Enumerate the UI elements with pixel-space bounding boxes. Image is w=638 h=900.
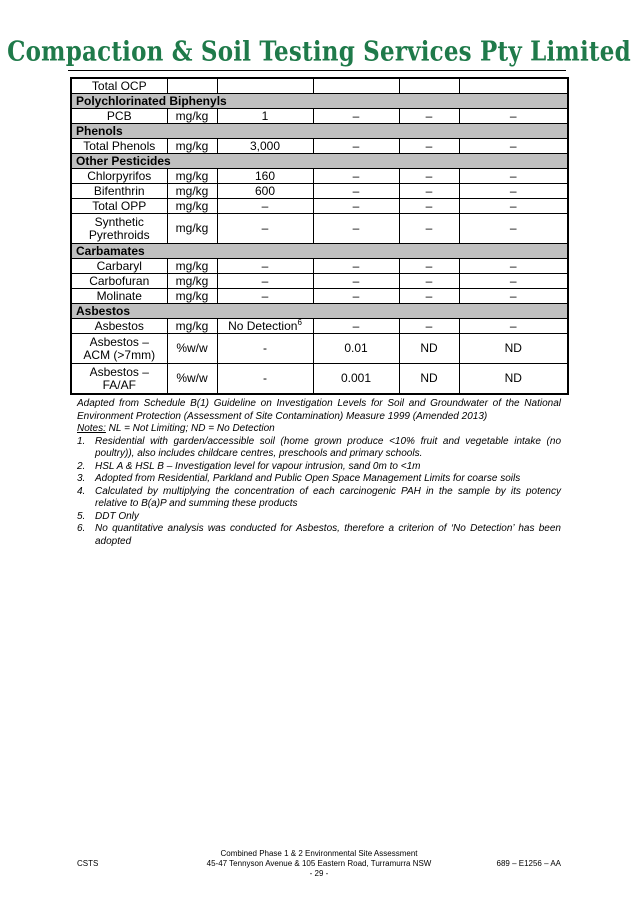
footnote-text: HSL A & HSL B – Investigation level for vapour intrusion, sand 0m to <1m — [95, 460, 421, 472]
unit-cell — [167, 184, 217, 199]
table-row — [71, 184, 568, 199]
adapted-source-note: Adapted from Schedule B(1) Guideline on Investigation Levels for Soil and Groundwater of the National Environment Protection (Assessment of Site Contamination) Measure 1999 (Amended 2013) — [77, 398, 561, 422]
value-cell-3 — [399, 109, 459, 124]
value-cell-3-text: – — [425, 108, 433, 123]
value-cell-2-text: 0.001 — [340, 371, 372, 385]
table-row — [71, 319, 568, 334]
value-cell-4 — [459, 214, 568, 244]
value-cell-2-text: – — [352, 183, 360, 198]
unit-cell — [167, 274, 217, 289]
value-cell-4 — [459, 78, 568, 94]
footnote-item — [77, 523, 561, 548]
value-cell-1 — [217, 184, 313, 199]
unit-cell-text: mg/kg — [175, 318, 209, 333]
table-row — [71, 199, 568, 214]
table-row — [71, 334, 568, 364]
value-cell-3-text: – — [425, 138, 433, 153]
footer-report-title: Combined Phase 1 & 2 Environmental Site Assessment — [220, 849, 418, 858]
unit-cell — [167, 214, 217, 244]
value-cell-2 — [313, 289, 399, 304]
table-section-row — [71, 154, 568, 169]
value-cell-1 — [217, 364, 313, 395]
value-cell-4 — [459, 364, 568, 395]
value-cell-4 — [459, 274, 568, 289]
value-cell-1 — [217, 274, 313, 289]
analyte-cell-text: Carbofuran — [89, 273, 150, 288]
unit-cell-text: mg/kg — [175, 221, 209, 235]
value-cell-1 — [217, 214, 313, 244]
unit-cell — [167, 169, 217, 184]
unit-cell — [167, 364, 217, 395]
analyte-cell-text: Molinate — [96, 288, 142, 303]
section-heading: Asbestos — [71, 304, 568, 319]
value-cell-1 — [217, 169, 313, 184]
table-row — [71, 214, 568, 244]
value-cell-2 — [313, 364, 399, 395]
value-cell-1-text: - — [263, 341, 267, 355]
analyte-cell-text: Total Phenols — [83, 138, 156, 153]
unit-cell — [167, 259, 217, 274]
value-cell-1-text: 3,000 — [249, 138, 281, 153]
unit-cell-text: mg/kg — [175, 288, 209, 303]
footnote-reference: 6 — [297, 317, 302, 327]
value-cell-4 — [459, 139, 568, 154]
analyte-cell — [71, 364, 167, 395]
footnote-list — [77, 436, 561, 549]
value-cell-4 — [459, 334, 568, 364]
value-cell-3 — [399, 319, 459, 334]
analyte-cell-text: Bifenthrin — [93, 183, 145, 198]
value-cell-2-text: – — [352, 198, 360, 213]
analyte-cell-text: Chlorpyrifos — [87, 168, 152, 183]
unit-cell — [167, 139, 217, 154]
unit-cell-text: mg/kg — [175, 198, 209, 213]
analyte-cell — [71, 289, 167, 304]
analyte-cell — [71, 169, 167, 184]
value-cell-3-text: – — [425, 183, 433, 198]
section-heading: Carbamates — [71, 244, 568, 259]
value-cell-1 — [217, 78, 313, 94]
table-section-row — [71, 304, 568, 319]
unit-cell — [167, 78, 217, 94]
value-cell-2-text: – — [352, 273, 360, 288]
value-cell-2-text: 0.01 — [344, 341, 368, 355]
analyte-cell-text: Asbestos – ACM (>7mm) — [83, 334, 156, 362]
unit-cell — [167, 334, 217, 364]
value-cell-3 — [399, 364, 459, 395]
value-cell-3-text: ND — [420, 341, 438, 355]
unit-cell — [167, 319, 217, 334]
value-cell-1 — [217, 199, 313, 214]
value-cell-4-text: – — [509, 183, 517, 198]
abbreviations-note — [77, 423, 561, 436]
footnote-number: 1. — [77, 435, 86, 447]
value-cell-2 — [313, 109, 399, 124]
footnote-number: 3. — [77, 473, 86, 484]
value-cell-1 — [217, 139, 313, 154]
header-divider — [68, 70, 566, 71]
notes-text: NL = Not Limiting; ND = No Detection — [105, 423, 275, 434]
footer-job-number: 689 – E1256 – AA — [496, 859, 561, 868]
value-cell-3 — [399, 184, 459, 199]
value-cell-4-text: – — [509, 168, 517, 183]
table-row — [71, 259, 568, 274]
value-cell-1 — [217, 319, 313, 334]
value-cell-1-text: – — [261, 221, 269, 235]
unit-cell-text: mg/kg — [175, 273, 209, 288]
footnote-text: Residential with garden/accessible soil (home grown produce <10% fruit and vegetable intake (no poultry)), also includes childcare centres, preschools and primary schools. — [95, 435, 561, 459]
value-cell-3 — [399, 274, 459, 289]
footnote-text: Adopted from Residential, Parkland and Public Open Space Management Limits for coarse soils — [95, 473, 521, 484]
unit-cell-text: mg/kg — [175, 108, 209, 123]
table-notes — [77, 398, 561, 548]
footnote-item — [77, 486, 561, 511]
value-cell-2 — [313, 319, 399, 334]
value-cell-3-text: – — [425, 198, 433, 213]
analyte-cell-text: Total OPP — [92, 198, 147, 213]
value-cell-1-text: No Detection — [228, 318, 298, 333]
analyte-cell — [71, 184, 167, 199]
table-row — [71, 109, 568, 124]
value-cell-2-text: – — [352, 288, 360, 303]
value-cell-3 — [399, 139, 459, 154]
value-cell-4 — [459, 199, 568, 214]
value-cell-4-text: – — [509, 108, 517, 123]
value-cell-2-text: – — [352, 168, 360, 183]
value-cell-2-text: – — [352, 318, 360, 333]
value-cell-2-text: – — [352, 258, 360, 273]
value-cell-3-text: ND — [420, 371, 438, 385]
value-cell-1 — [217, 289, 313, 304]
analyte-cell — [71, 139, 167, 154]
value-cell-4-text: – — [509, 138, 517, 153]
unit-cell-text: %w/w — [176, 341, 208, 355]
value-cell-2 — [313, 78, 399, 94]
table-row — [71, 274, 568, 289]
value-cell-4 — [459, 184, 568, 199]
analyte-cell-text: Carbaryl — [96, 258, 142, 273]
analyte-cell-text: PCB — [106, 108, 132, 123]
footnote-item — [77, 473, 561, 486]
value-cell-2-text: – — [352, 221, 360, 235]
footer-left-code: CSTS — [77, 859, 99, 868]
value-cell-2 — [313, 214, 399, 244]
footnote-item — [77, 461, 561, 474]
analyte-cell — [71, 319, 167, 334]
footnote-item — [77, 436, 561, 461]
table-row — [71, 289, 568, 304]
footnote-text: Calculated by multiplying the concentration of each carcinogenic PAH in the sample by its potency relative to B(a)P and summing these products — [95, 485, 561, 509]
value-cell-3 — [399, 169, 459, 184]
table-section-row — [71, 94, 568, 109]
analyte-cell — [71, 109, 167, 124]
unit-cell — [167, 289, 217, 304]
footnote-number: 6. — [77, 523, 86, 534]
notes-label: Notes: — [77, 423, 106, 434]
footnote-number: 4. — [77, 485, 86, 497]
footer-center — [150, 849, 488, 879]
value-cell-3 — [399, 334, 459, 364]
value-cell-1 — [217, 259, 313, 274]
footnote-item — [77, 511, 561, 524]
footer-site-address: 45-47 Tennyson Avenue & 105 Eastern Road, Turramurra NSW — [206, 859, 432, 868]
value-cell-1-text: – — [261, 258, 269, 273]
section-heading: Other Pesticides — [71, 154, 568, 169]
value-cell-4-text: – — [509, 258, 517, 273]
value-cell-1-text: - — [263, 371, 267, 385]
value-cell-3-text: – — [425, 258, 433, 273]
table-section-row — [71, 244, 568, 259]
analyte-cell — [71, 78, 167, 94]
value-cell-1-text: 1 — [261, 108, 269, 123]
value-cell-1-text: – — [261, 273, 269, 288]
value-cell-3 — [399, 214, 459, 244]
value-cell-4 — [459, 289, 568, 304]
table-row — [71, 78, 568, 94]
footnote-number: 2. — [77, 460, 86, 472]
page-header-title: Compaction & Soil Testing Services Pty Limited — [7, 35, 631, 68]
unit-cell-text: mg/kg — [175, 138, 209, 153]
unit-cell — [167, 109, 217, 124]
table-row — [71, 364, 568, 395]
analyte-cell-text: Total OCP — [91, 78, 147, 93]
value-cell-4 — [459, 109, 568, 124]
value-cell-3 — [399, 259, 459, 274]
value-cell-4-text: – — [509, 221, 517, 235]
unit-cell — [167, 199, 217, 214]
value-cell-4 — [459, 169, 568, 184]
value-cell-4-text: ND — [504, 371, 522, 385]
section-heading: Phenols — [71, 124, 568, 139]
footnote-number: 5. — [77, 510, 86, 522]
analyte-cell-text: Synthetic Pyrethroids — [88, 214, 150, 242]
value-cell-4 — [459, 259, 568, 274]
value-cell-2-text: – — [352, 108, 360, 123]
value-cell-3-text: – — [425, 273, 433, 288]
analyte-cell — [71, 199, 167, 214]
table-row — [71, 139, 568, 154]
value-cell-4-text: – — [509, 273, 517, 288]
footnote-text: No quantitative analysis was conducted for Asbestos, therefore a criterion of ‘No Detection’ has been adopted — [95, 523, 561, 547]
footer-page-number: - 29 - — [309, 869, 329, 878]
footnote-text: DDT Only — [95, 510, 139, 522]
value-cell-2 — [313, 259, 399, 274]
value-cell-1-text: 600 — [254, 183, 276, 198]
analyte-cell-text: Asbestos – FA/AF — [89, 364, 149, 392]
value-cell-4-text: – — [509, 318, 517, 333]
value-cell-3-text: – — [425, 168, 433, 183]
value-cell-3-text: – — [425, 288, 433, 303]
value-cell-1 — [217, 109, 313, 124]
value-cell-1 — [217, 334, 313, 364]
analyte-cell-text: Asbestos — [94, 318, 144, 333]
unit-cell-text: mg/kg — [175, 258, 209, 273]
investigation-levels-table — [70, 77, 569, 395]
value-cell-2 — [313, 274, 399, 289]
value-cell-1-text: – — [261, 288, 269, 303]
unit-cell-text: mg/kg — [175, 168, 209, 183]
value-cell-4 — [459, 319, 568, 334]
section-heading: Polychlorinated Biphenyls — [71, 94, 568, 109]
value-cell-3-text: – — [425, 318, 433, 333]
value-cell-4-text: – — [509, 198, 517, 213]
value-cell-2 — [313, 184, 399, 199]
table-row — [71, 169, 568, 184]
value-cell-3 — [399, 289, 459, 304]
table-section-row — [71, 124, 568, 139]
value-cell-3 — [399, 199, 459, 214]
value-cell-3-text: – — [425, 221, 433, 235]
analyte-cell — [71, 214, 167, 244]
unit-cell-text: mg/kg — [175, 183, 209, 198]
unit-cell-text: %w/w — [176, 371, 208, 385]
value-cell-1-text: 160 — [254, 168, 276, 183]
value-cell-1-text: – — [261, 198, 269, 213]
value-cell-2 — [313, 199, 399, 214]
value-cell-4-text: ND — [504, 341, 522, 355]
analyte-cell — [71, 334, 167, 364]
value-cell-2 — [313, 139, 399, 154]
value-cell-2-text: – — [352, 138, 360, 153]
value-cell-4-text: – — [509, 288, 517, 303]
value-cell-2 — [313, 169, 399, 184]
analyte-cell — [71, 259, 167, 274]
value-cell-3 — [399, 78, 459, 94]
value-cell-2 — [313, 334, 399, 364]
analyte-cell — [71, 274, 167, 289]
